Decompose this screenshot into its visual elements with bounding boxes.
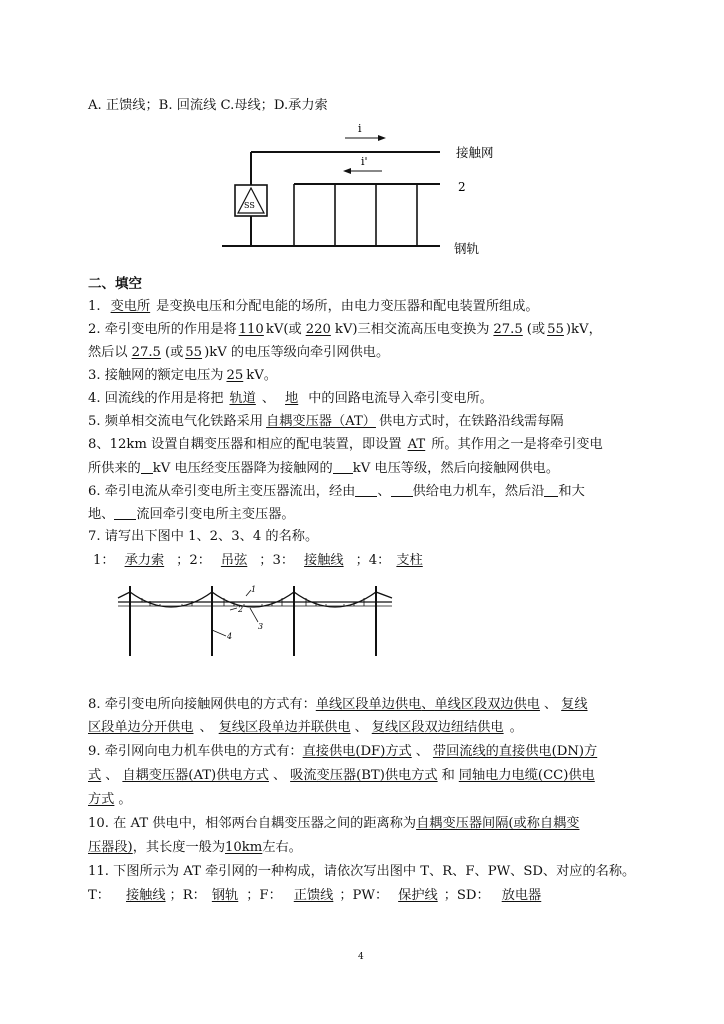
question-8: 8. 牵引变电所向接触网供电的方式有：单线区段单边供电、单线区段双边供电 、 复线 [88, 697, 588, 712]
question-5: 5. 频单相交流电气化铁路采用 自耦变压器（AT） 供电方式时，在铁路沿线需每隔 [88, 414, 564, 429]
question-6: 6. 牵引电流从牵引变电所主变压器流出，经由 、 供给电力机车，然后沿 和大 [88, 484, 585, 499]
options-line: A. 正馈线；B. 回流线 C.母线；D.承力索 [88, 98, 328, 113]
question-9-cont-2: 方式 。 [88, 792, 132, 807]
figure-return-current [0, 112, 724, 282]
question-7: 7. 请写出下图中 1、2、3、4 的名称。 [88, 529, 319, 544]
catenary-label-4: 4 [227, 632, 233, 641]
question-5-cont-1: 8、12km 设置自耦变压器和相应的配电装置，即设置 AT 所。其作用之一是将牵引变电 [88, 437, 603, 452]
i-prime-label: i' [361, 155, 368, 168]
figure-catenary [0, 578, 724, 678]
question-11-answers: T： 接触线 ；R： 钢轨 ；F： 正馈线 ；PW： 保护线 ；SD： 放电器 [88, 888, 542, 903]
question-4: 4. 回流线的作用是将把 轨道 、 地 中的回路电流导入牵引变电所。 [88, 391, 493, 406]
page-number: 4 [358, 952, 364, 962]
question-1: 1. 变电所 是变换电压和分配电能的场所，由电力变压器和配电装置所组成。 [88, 299, 539, 314]
question-2: 2. 牵引变电所的作用是将 110 kV(或 220 kV)三相交流高压电变换为 27.5 (或 55 )kV， [88, 322, 602, 337]
question-9-cont: 式 、 自耦变压器(AT)供电方式 、 吸流变压器(BT)供电方式 和 同轴电力电缆(CC)供电 [88, 768, 595, 783]
contact-wire-label: 接触网 [456, 145, 494, 160]
question-8-cont: 区段单边分开供电 、 复线区段单边并联供电 、 复线区段双边纽结供电 。 [88, 720, 523, 735]
catenary-label-1: 1 [251, 585, 257, 594]
rail-label: 钢轨 [454, 241, 480, 256]
question-11: 11. 下图所示为 AT 牵引网的一种构成，请依次写出图中 T、R、F、PW、SD、对应的名称。 [88, 864, 636, 879]
ss-label: SS [244, 201, 255, 210]
question-10-cont: 压器段)，其长度一般为10km左右。 [88, 840, 302, 855]
i-label: i [358, 122, 362, 135]
question-9: 9. 牵引网向电力机车供电的方式有：直接供电(DF)方式 、 带回流线的直接供电(DN)方 [88, 744, 598, 759]
question-7-answers: 1： 承力索 ；2： 吊弦 ；3： 接触线 ；4： 支柱 [93, 553, 423, 568]
question-3: 3. 接触网的额定电压为 25 kV。 [88, 368, 277, 383]
catenary-label-2: 2 [238, 605, 244, 614]
question-6-cont: 地、 流回牵引变电所主变压器。 [88, 507, 295, 522]
label-2: 2 [458, 180, 466, 194]
catenary-label-3: 3 [258, 622, 264, 631]
question-10: 10. 在 AT 供电中，相邻两台自耦变压器之间的距离称为自耦变压器间隔(或称自耦变 [88, 816, 580, 831]
question-2-cont: 然后以 27.5 (或 55 )kV 的电压等级向牵引网供电。 [88, 345, 390, 360]
section-title: 二、填空 [88, 276, 142, 292]
question-5-cont-2: 所供来的 kV 电压经变压器降为接触网的 kV 电压等级，然后向接触网供电。 [88, 461, 560, 476]
